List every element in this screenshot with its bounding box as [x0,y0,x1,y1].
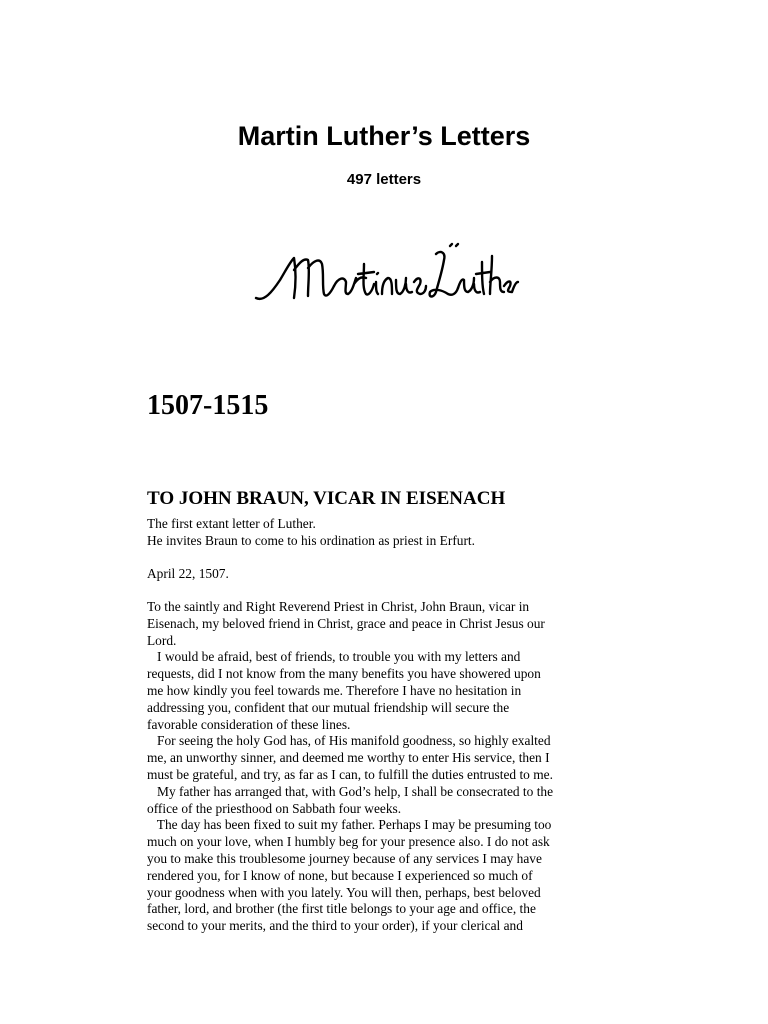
body-line: Eisenach, my beloved friend in Christ, grace and peace in Christ Jesus our [147,615,545,631]
body-line: much on your love, when I humbly beg for your presence also. I do not ask [147,834,550,850]
body-line: rendered you, for I know of none, but because I experienced so much of [147,867,533,883]
body-line: To the saintly and Right Reverend Priest in Christ, John Braun, vicar in [147,599,530,614]
body-line: your goodness when with you lately. You will then, perhaps, best beloved [147,884,541,900]
body-line: office of the priesthood on Sabbath four weeks. [147,800,402,816]
body-line: must be grateful, and try, as far as I can, to fulfill the duties entrusted to me. [147,766,553,782]
body-line: For seeing the holy God has, of His manifold goodness, so highly exalted [147,733,551,749]
body-line: favorable consideration of these lines. [147,716,351,732]
letter-body [147,599,627,935]
body-line: My father has arranged that, with God’s help, I shall be consecrated to the [147,783,554,799]
letter-heading: TO JOHN BRAUN, VICAR IN EISENACH [147,488,506,509]
intro-line: He invites Braun to come to his ordination as priest in Erfurt. [147,532,476,548]
letter-intro [147,516,627,550]
document-subtitle: 497 letters [346,171,422,188]
body-line: requests, did I not know from the many benefits you have showered upon [147,666,541,682]
body-line: addressing you, confident that our mutual friendship will secure the [147,699,510,715]
body-line: father, lord, and brother (the first title belongs to your age and office, the [147,901,536,917]
body-line: me, an unworthy sinner, and deemed me worthy to enter His service, then I [147,750,550,766]
body-line: The day has been fixed to suit my father. Perhaps I may be presuming too [147,817,552,833]
body-line: me how kindly you feel towards me. Therefore I have no hesitation in [147,682,522,698]
body-line: Lord. [147,632,177,648]
body-line: second to your merits, and the third to your order), if your clerical and [147,918,523,934]
letter-date: April 22, 1507. [147,566,229,581]
body-line: I would be afraid, best of friends, to trouble you with my letters and [147,649,521,665]
section-heading: 1507-1515 [147,390,269,421]
body-line: you to make this troublesome journey because of any services I may have [147,850,542,866]
document-title: Martin Luther’s Letters [237,121,531,151]
intro-line: The first extant letter of Luther. [147,516,316,531]
signature-image [250,240,520,310]
